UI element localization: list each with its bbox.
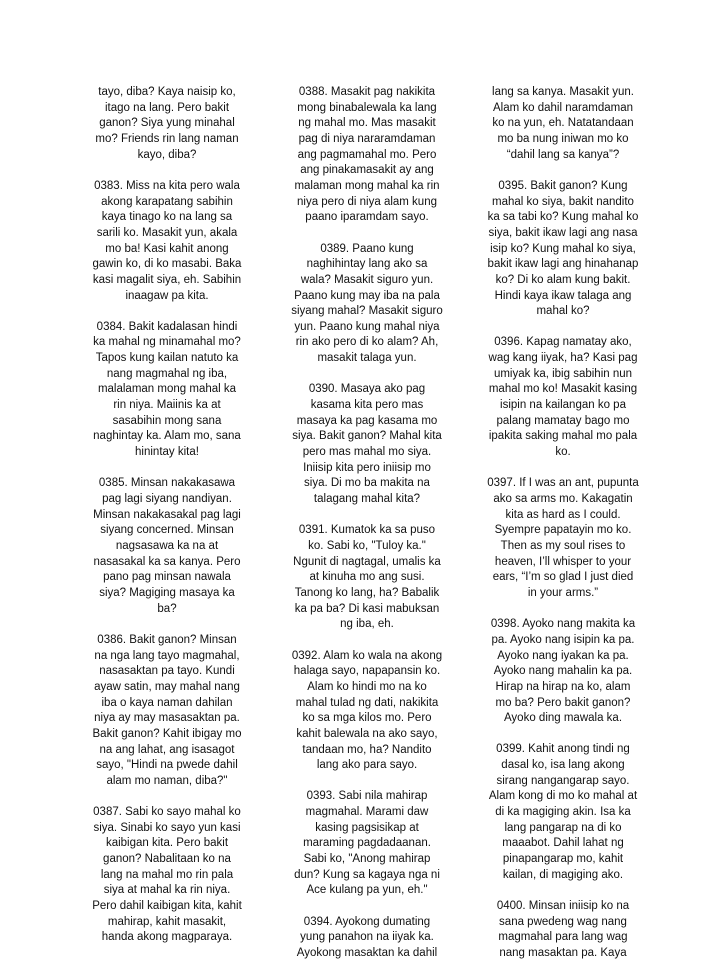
paragraph-0393: 0393. Sabi nila mahirap magmahal. Marami daw kasing pagsisikap at maraming pagdadaanan. Sabi ko, "Anong mahirap dun? Kung sa kagaya nga ni Ace kulang pa yun, eh." (294, 790, 440, 897)
paragraph-0388: 0388. Masakit pag nakikita mong binabalewala ka lang ng mahal mo. Mas masakit pag di niya nararamdaman ang pagmamahal mo. Pero ang pinakamasakit ay ang malaman mong mahal ka rin niya pero di niya alam kung paano iparamdam sayo. (294, 86, 440, 224)
paragraph-0384: 0384. Bakit kadalasan hindi ka mahal ng minamahal mo? Tapos kung kailan natuto ka nang magmahal ng iba, malalaman mong mahal ka rin niya. Maiinis ka at sasabihin mong sana naghintay ka. Alam mo, sana hinintay kita! (93, 320, 241, 459)
paragraph-0389: 0389. Paano kung naghihintay lang ako sa wala? Masakit siguro yun. Paano kung may iba na pala siyang mahal? Masakit siguro yun. Paano kung mahal niya rin ako pero di ko alam? Ah, masakit talaga yun. (291, 242, 443, 365)
paragraph-0383: 0383. Miss na kita pero wala akong karapatang sabihin kaya tinago ko na lang sa sarili ko. Masakit yun, akala mo ba! Kasi kahit anong gawin ko, di ko masabi. Baka kasi magalit siya, eh. Sabihin inaagaw pa kita. (92, 179, 242, 302)
paragraph-0392: 0392. Alam ko wala na akong halaga sayo, napapansin ko. Alam ko hindi mo na ko mahal tulad ng dati, nakikita ko sa mga kilos mo. Pero kahit balewala na ako sayo, tandaan mo, ha? Nandito lang ako para sayo. (291, 649, 443, 772)
paragraph-0398: 0398. Ayoko nang makita ka pa. Ayoko nang isipin ka pa. Ayoko nang iyakan ka pa. Ayoko nang mahalin ka pa. Hirap na hirap na ko, alam mo ba? Pero bakit ganon? Ayoko ding mawala ka. (490, 618, 636, 725)
paragraph-0395: 0395. Bakit ganon? Kung mahal ko siya, bakit nandito ka sa tabi ko? Kung mahal ko siya, bakit ikaw lagi ang nasa isip ko? Kung mahal ko siya, bakit ikaw lagi ang hinahanap ko? Di ko alam kung bakit. Hindi kaya ikaw talaga ang mahal ko? (487, 179, 639, 318)
paragraph-0387: 0387. Sabi ko sayo mahal ko siya. Sinabi ko sayo yun kasi kaibigan kita. Pero bakit ganon? Nabalitaan ko na lang na mahal mo rin pala siya at mahal ka rin niya. Pero dahil kaibigan kita, kahit mahirap, kahit masakit, handa akong magparaya. (92, 806, 242, 944)
paragraph-0386: 0386. Bakit ganon? Minsan na nga lang tayo magmahal, nasasaktan pa tayo. Kundi ayaw satin, may mahal nang iba o kaya naman dahilan niya ay may masasaktan pa. Bakit ganon? Kahit ibigay mo na ang lahat, ang isasagot sayo, "Hindi na pwede dahil alam mo naman, diba?" (92, 633, 242, 787)
paragraph-0394: 0394. Ayokong dumating yung panahon na iiyak ka. Ayokong masaktan ka dahil (296, 915, 438, 959)
text-column-3 (468, 85, 658, 977)
paragraph-0391: 0391. Kumatok ka sa puso ko. Sabi ko, "Tuloy ka." Ngunit di nagtagal, umalis ka at kinuha mo ang susi. Tanong ko lang, ha? Babalik ka pa ba? Di kasi mabuksan ng iba, eh. (293, 524, 441, 631)
paragraph-0397: 0397. If I was an ant, pupunta ako sa arms mo. Kakagatin kita as hard as I could. Syempre papatayin mo ko. Then as my soul rises to heaven, I’ll whisper to your ears, “I’m so glad I just died in your arms.” (487, 477, 639, 599)
text-column-1 (72, 85, 262, 962)
paragraph: lang sa kanya. Masakit yun. Alam ko dahil naramdaman ko na yun, eh. Natatandaan mo ba nung iniwan mo ko “dahil lang sa kanya”? (492, 86, 634, 161)
paragraph-0399: 0399. Kahit anong tindi ng dasal ko, isa lang akong sirang nangangarap sayo. Alam kong di mo ko mahal at di ka magiging akin. Isa ka lang pangarap na di ko maaabot. Dahil lahat ng pinapangarap mo, kahit kailan, di magiging ako. (488, 743, 638, 881)
paragraph-0396: 0396. Kapag namatay ako, wag kang iiyak, ha? Kasi pag umiyak ka, ibig sabihin nun mahal mo ko! Masakit kasing isipin na kailangan ko pa palang mamatay bago mo ipakita saking mahal mo pala ko. (488, 336, 638, 459)
text-column-2 (272, 85, 462, 977)
paragraph-0400: 0400. Minsan iniisip ko na sana pwedeng wag nang magmahal para lang wag nang masaktan pa. Kaya (496, 900, 630, 959)
paragraph: tayo, diba? Kaya naisip ko, itago na lang. Pero bakit ganon? Siya yung minahal mo? Friends rin lang naman kayo, diba? (95, 86, 239, 161)
paragraph-0390: 0390. Masaya ako pag kasama kita pero mas masaya ka pag kasama mo siya. Bakit ganon? Mahal kita pero mas mahal mo siya. Iniisip kita pero iniisip mo siya. Di mo ba makita na talagang mahal kita? (292, 383, 442, 506)
paragraph-0385: 0385. Minsan nakakasawa pag lagi siyang nandiyan. Minsan nakakasakal pag lagi siyang concerned. Minsan nagsasawa ka na at nasasakal ka sa kanya. Pero pano pag minsan nawala siya? Magiging masaya ka ba? (93, 477, 241, 615)
